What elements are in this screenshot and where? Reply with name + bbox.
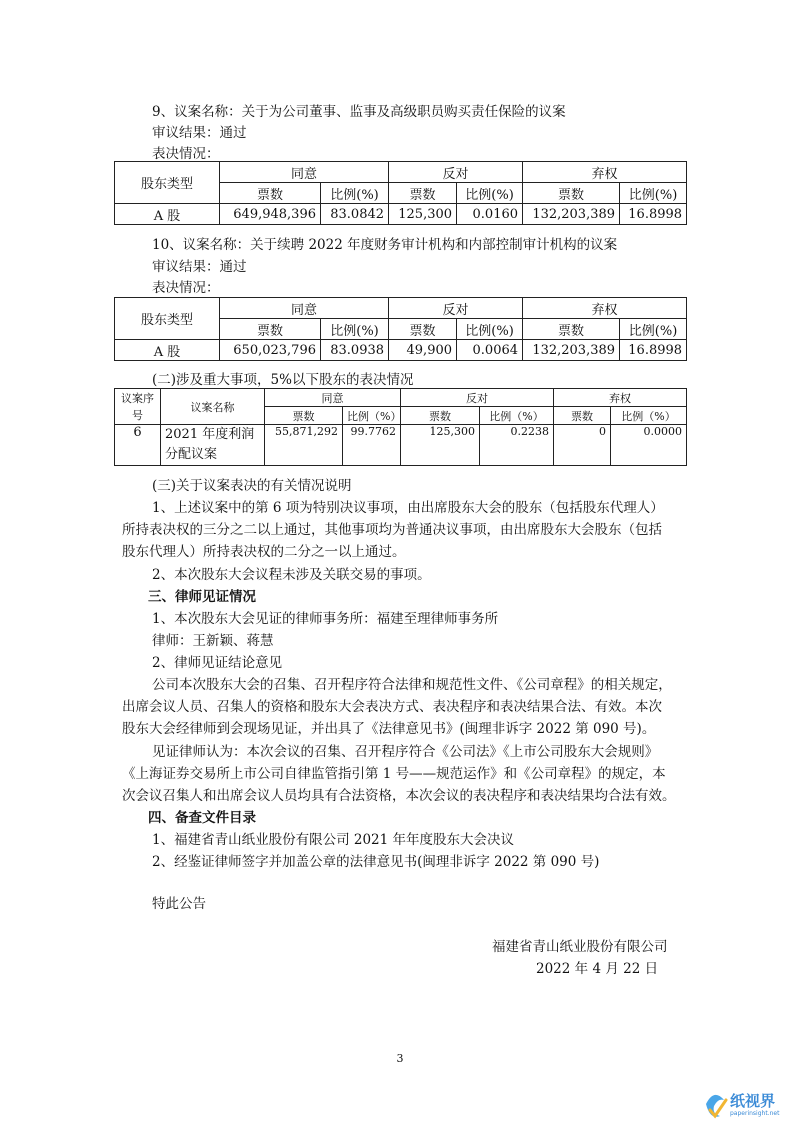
header-ratio: 比例(%) — [457, 319, 523, 340]
law-firm: 1、本次股东大会见证的律师事务所：福建至理律师事务所 — [152, 611, 499, 627]
watermark-url: paperinsight.net — [730, 1110, 780, 1117]
cell-proposal-name — [161, 425, 265, 466]
cell-agree-ratio: 99.7762 — [343, 425, 401, 466]
opinion-p1-line2: 出席会议人员、召集人的资格和股东大会表决方式、表决程序和表决结果合法、有效。本次 — [122, 699, 662, 715]
header-agree: 同意 — [220, 298, 389, 319]
header-agree: 同意 — [220, 162, 389, 183]
cell-proposal-no: 6 — [115, 425, 161, 466]
opinion-p1-line3: 股东大会经律师到会现场见证，并出具了《法律意见书》(闽理非诉字 2022 第 090 号)。 — [122, 721, 656, 737]
item10-title: 10、议案名称：关于续聘 2022 年度财务审计机构和内部控制审计机构的议案 — [152, 237, 618, 253]
opinion-p2-line1: 见证律师认为：本次会议的召集、召开程序符合《公司法》《上市公司股东大会规则》 — [152, 744, 659, 760]
header-ratio: 比例(%) — [620, 319, 687, 340]
header-shareholder-type: 股东类型 — [115, 162, 220, 204]
opinion-p1-line1: 公司本次股东大会的召集、召开程序符合法律和规范性文件、《公司章程》的相关规定， — [152, 677, 672, 693]
header-votes: 票数 — [554, 407, 611, 425]
cell-type: A 股 — [115, 204, 220, 225]
cell-agree-ratio: 83.0842 — [321, 204, 389, 225]
docs-section-title: 四、备查文件目录 — [148, 810, 256, 826]
vote-table-9 — [114, 161, 687, 225]
header-agree: 同意 — [265, 389, 401, 407]
header-votes: 票数 — [389, 183, 457, 204]
item10-vote-label: 表决情况： — [152, 280, 220, 296]
header-against: 反对 — [389, 162, 523, 183]
header-against: 反对 — [389, 298, 523, 319]
cell-against-ratio: 0.2238 — [480, 425, 554, 466]
company-signature: 福建省青山纸业股份有限公司 — [492, 939, 668, 955]
item9-vote-label: 表决情况： — [152, 146, 220, 162]
header-ratio: 比例(%) — [321, 319, 389, 340]
note2: 2、本次股东大会议程未涉及关联交易的事项。 — [152, 567, 431, 583]
doc-item-2: 2、经鉴证律师签字并加盖公章的法律意见书(闽理非诉字 2022 第 090 号) — [152, 854, 600, 870]
opinion-p2-line2: 《上海证券交易所上市公司自律监管指引第 1 号——规范运作》和《公司章程》的规定，本 — [122, 766, 666, 782]
header-votes: 票数 — [401, 407, 480, 425]
page-number: 3 — [396, 1052, 404, 1065]
header-abstain: 弃权 — [554, 389, 687, 407]
note1-line2: 所持表决权的三分之二以上通过，其他事项均为普通决议事项，由出席股东大会股东（包括 — [122, 522, 662, 538]
header-votes: 票数 — [389, 319, 457, 340]
cell-proposal-name-line1: 2021 年度利润 — [165, 427, 255, 442]
header-ratio: 比例（%） — [611, 407, 687, 425]
header-ratio: 比例(%) — [620, 183, 687, 204]
header-votes: 票数 — [523, 183, 620, 204]
header-votes: 票数 — [523, 319, 620, 340]
cell-abstain-ratio: 16.8998 — [620, 204, 687, 225]
header-votes: 票数 — [220, 319, 321, 340]
cell-against-votes: 125,300 — [401, 425, 480, 466]
watermark-text: 纸视界 — [730, 1092, 776, 1110]
closing: 特此公告 — [152, 896, 206, 912]
item9-title: 9、议案名称：关于为公司董事、监事及高级职员购买责任保险的议案 — [152, 104, 566, 120]
small-holder-table — [114, 388, 687, 466]
lawyer-opinion-heading: 2、律师见证结论意见 — [152, 655, 283, 671]
cell-agree-votes: 55,871,292 — [265, 425, 343, 466]
vote-table-10 — [114, 297, 687, 361]
section3-title: (三)关于议案表决的有关情况说明 — [152, 478, 352, 494]
cell-against-ratio: 0.0064 — [457, 340, 523, 361]
lawyers: 律师：王新颖、蒋慧 — [152, 633, 274, 649]
cell-agree-votes: 649,948,396 — [220, 204, 321, 225]
item10-result: 审议结果：通过 — [152, 259, 247, 275]
cell-abstain-ratio: 16.8998 — [620, 340, 687, 361]
header-against: 反对 — [401, 389, 554, 407]
watermark-logo — [700, 1086, 796, 1126]
cell-abstain-ratio: 0.0000 — [611, 425, 687, 466]
table-row — [115, 204, 687, 225]
lawyer-section-title: 三、律师见证情况 — [148, 589, 256, 605]
doc-item-1: 1、福建省青山纸业股份有限公司 2021 年年度股东大会决议 — [152, 832, 515, 848]
header-votes: 票数 — [265, 407, 343, 425]
cell-agree-votes: 650,023,796 — [220, 340, 321, 361]
item9-result: 审议结果：通过 — [152, 125, 247, 141]
table-row — [115, 425, 687, 466]
header-ratio: 比例(%) — [321, 183, 389, 204]
signature-date: 2022 年 4 月 22 日 — [536, 961, 659, 977]
cell-against-votes: 125,300 — [389, 204, 457, 225]
cell-against-ratio: 0.0160 — [457, 204, 523, 225]
header-abstain: 弃权 — [523, 298, 687, 319]
cell-proposal-name-line2: 分配议案 — [165, 447, 218, 462]
header-ratio: 比例（%） — [343, 407, 401, 425]
header-ratio: 比例（%） — [480, 407, 554, 425]
header-shareholder-type: 股东类型 — [115, 298, 220, 340]
cell-abstain-votes: 0 — [554, 425, 611, 466]
header-ratio: 比例(%) — [457, 183, 523, 204]
cell-abstain-votes: 132,203,389 — [523, 204, 620, 225]
cell-type: A 股 — [115, 340, 220, 361]
cell-agree-ratio: 83.0938 — [321, 340, 389, 361]
header-votes: 票数 — [220, 183, 321, 204]
table-row — [115, 340, 687, 361]
header-proposal-name: 议案名称 — [161, 389, 265, 425]
cell-abstain-votes: 132,203,389 — [523, 340, 620, 361]
note1-line1: 1、上述议案中的第 6 项为特别决议事项，由出席股东大会的股东（包括股东代理人） — [152, 500, 664, 516]
cell-against-votes: 49,900 — [389, 340, 457, 361]
header-abstain: 弃权 — [523, 162, 687, 183]
section2-title: (二)涉及重大事项，5%以下股东的表决情况 — [152, 372, 414, 388]
opinion-p2-line3: 次会议召集人和出席会议人员均具有合法资格，本次会议的表决程序和表决结果均合法有效。 — [122, 788, 676, 804]
header-proposal-no: 议案序号 — [115, 389, 161, 425]
note1-line3: 股东代理人）所持表决权的二分之一以上通过。 — [122, 544, 406, 560]
